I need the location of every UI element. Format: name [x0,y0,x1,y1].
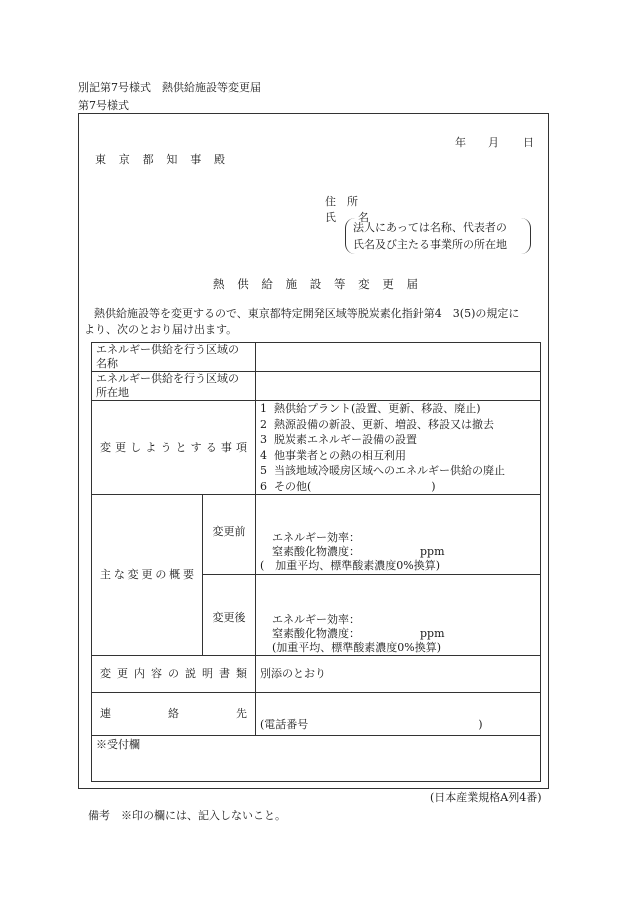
before-details: エネルギー効率： 窒素酸化物濃度： ppm ( 加重平均、標準酸素濃度0%換算) [256,495,541,575]
after-details: エネルギー効率： 窒素酸化物濃度： ppm (加重平均、標準酸素濃度0%換算) [256,575,541,656]
address-label: 住 所 [325,195,358,208]
reception-label: ※受付欄 [96,738,140,751]
change-item[interactable]: 1 熱供給プラント(設置、更新、移設、廃止) [260,402,481,415]
form-header-title: 別記第7号様式 熱供給施設等変更届 [78,81,261,94]
title-char: 施 [285,277,298,291]
change-item[interactable]: 5 当該地域冷暖房区域へのエネルギー供給の廃止 [260,464,505,477]
intro-line2: より、次のとおり届け出ます。 [84,323,238,336]
explanation-label: 変 更 内 容 の 説 明 書 類 [92,656,256,693]
addressee-char: 都 [142,153,154,166]
form-number: 第7号様式 [78,99,129,112]
reception-field [92,736,541,782]
change-item[interactable]: 2 熱源設備の新設、更新、増設、移設又は撤去 [260,417,494,431]
title-char: 設 [309,277,322,291]
change-items-list [256,401,541,495]
contact-label: 連 絡 先 [92,693,256,736]
document-title [213,276,418,292]
date-day: 日 [523,136,534,149]
addressee-char: 事 [190,153,202,166]
addressee-char: 東 [95,153,106,166]
change-item[interactable]: 6 その他( ) [260,479,436,493]
area-name-label: エネルギー供給を行う区域の 名称 [92,343,256,372]
change-form-table [91,342,541,782]
addressee-char: 殿 [213,153,225,166]
title-char: 熱 [213,277,225,291]
addressee-char: 京 [118,153,130,166]
title-char: 変 [358,277,370,291]
paper-size-note: (日本産業規格A列4番) [430,791,542,804]
title-char: 等 [333,277,346,291]
applicant-note-line2: 氏名及び主たる事業所の所在地 [353,238,507,251]
area-location-label: エネルギー供給を行う区域の 所在地 [92,372,256,401]
addressee [95,151,225,167]
summary-label: 主 な 変 更 の 概 要 [92,495,203,656]
contact-field[interactable]: (電話番号 ) [256,693,541,736]
title-char: 届 [406,277,418,291]
after-label: 変更後 [203,575,256,656]
remark-note: 備考 ※印の欄には、記入しないこと。 [88,809,286,822]
before-label: 変更前 [203,495,256,575]
name-label: 氏 名 [325,211,369,224]
explanation-value: 別添のとおり [256,656,541,693]
date-year: 年 [455,136,466,149]
title-char: 供 [237,277,249,291]
change-items-label: 変 更 し よ う と す る 事 項 [92,401,256,495]
title-char: 給 [261,277,273,291]
intro-line1: 熱供給施設等を変更するので、東京都特定開発区域等脱炭素化指針第4 3(5)の規定に [94,307,520,320]
title-char: 更 [382,277,394,291]
change-item[interactable]: 3 脱炭素エネルギー設備の設置 [260,433,417,446]
addressee-char: 知 [166,153,178,166]
area-location-field[interactable] [256,372,541,401]
date-month: 月 [488,136,499,149]
phone-label: (電話番号 [260,718,309,731]
area-name-field[interactable] [256,343,541,372]
change-item[interactable]: 4 他事業者との熱の相互利用 [260,448,406,462]
applicant-note-line1: 法人にあっては名称、代表者の [353,221,507,234]
